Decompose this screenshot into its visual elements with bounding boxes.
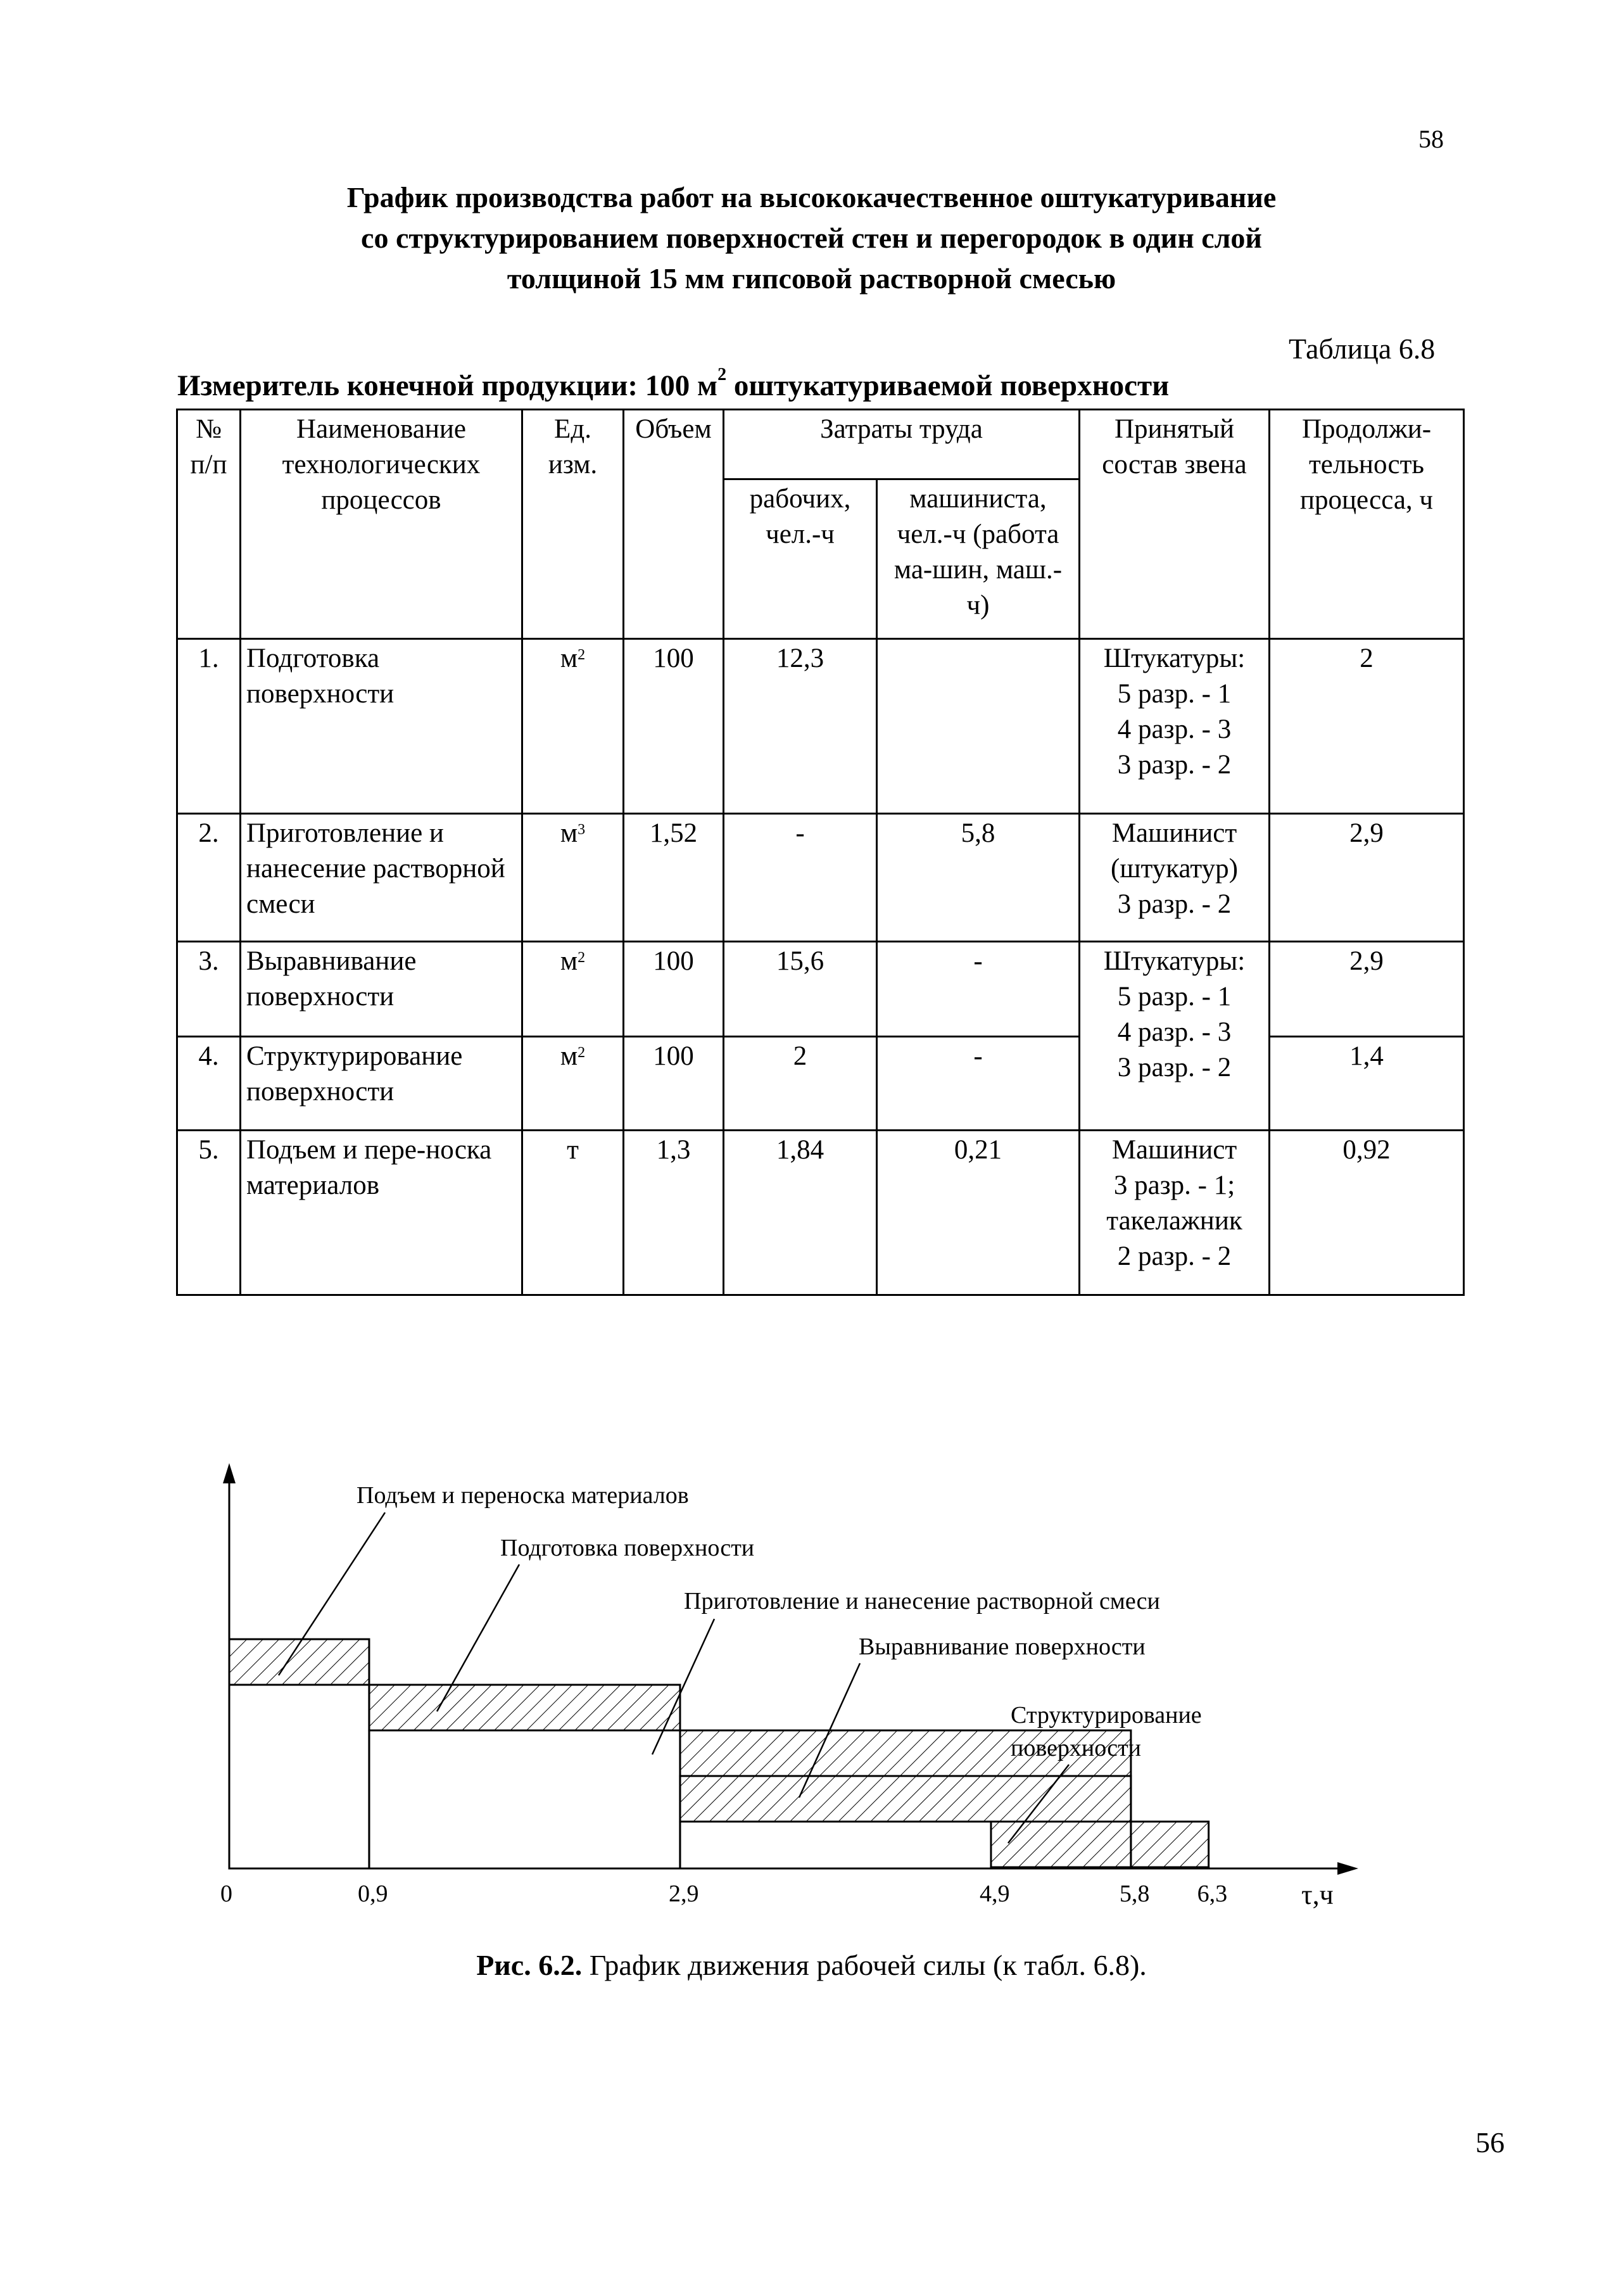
cell-name: Приготовление и нанесение растворной смеси <box>241 814 522 942</box>
cell-unit: $м^2$ <box>522 1037 624 1131</box>
cell-volume: 100 <box>624 1037 724 1131</box>
cell-unit: т <box>522 1131 624 1295</box>
bar-5 <box>991 1822 1209 1867</box>
header-unit: Ед. изм. <box>522 410 624 639</box>
cell-num: 5. <box>177 1131 241 1295</box>
page-number-bottom: 56 <box>1475 2126 1505 2159</box>
page-number-top: 58 <box>1418 125 1444 153</box>
title-line: со структурированием поверхностей стен и перегородок в один слой <box>361 222 1262 254</box>
cell-name: Подготовка поверхности <box>241 639 522 814</box>
cell-num: 2. <box>177 814 241 942</box>
cell-crew: Штукатуры: 5 разр. - 1 4 разр. - 3 3 разр. - 2 <box>1080 942 1270 1131</box>
header-crew: Принятый состав звена <box>1080 410 1270 639</box>
cell-volume: 100 <box>624 639 724 814</box>
cell-workers: 1,84 <box>724 1131 877 1295</box>
header-labor: Затраты труда <box>724 410 1080 479</box>
label-structuring-2: поверхности <box>1011 1735 1142 1761</box>
table-row <box>177 639 1464 814</box>
header-name: Наименование технологических процессов <box>241 410 522 639</box>
cell-workers: - <box>724 814 877 942</box>
measure-sup: 2 <box>717 365 727 384</box>
caption-text: График движения рабочей силы (к табл. 6.8). <box>582 1949 1147 1981</box>
cell-duration: 2,9 <box>1270 942 1464 1037</box>
bar-4 <box>680 1776 1131 1822</box>
bar-body-1 <box>229 1685 369 1868</box>
cell-workers: 2 <box>724 1037 877 1131</box>
cell-machinist: - <box>877 942 1080 1037</box>
cell-crew: Машинист 3 разр. - 1; такелажник 2 разр. - 2 <box>1080 1131 1270 1295</box>
cell-duration: 1,4 <box>1270 1037 1464 1131</box>
cell-duration: 0,92 <box>1270 1131 1464 1295</box>
cell-num: 1. <box>177 639 241 814</box>
bar-2 <box>369 1685 680 1730</box>
header-machinist: машиниста, чел.-ч (работа ма-шин, маш.-ч) <box>877 479 1080 639</box>
x-tick-label: 0,9 <box>357 1881 388 1907</box>
header-duration: Продолжи-тельность процесса, ч <box>1270 410 1464 639</box>
header-workers: рабочих, чел.-ч <box>724 479 877 639</box>
x-tick-label: 5,8 <box>1119 1881 1150 1907</box>
bar-1 <box>229 1639 369 1685</box>
cell-volume: 1,3 <box>624 1131 724 1295</box>
cell-name: Структурирование поверхности <box>241 1037 522 1131</box>
table-row <box>177 1131 1464 1295</box>
table-row <box>177 1037 1464 1131</box>
x-axis-label: τ,ч <box>1301 1879 1334 1910</box>
page-title <box>0 177 1623 299</box>
cell-num: 4. <box>177 1037 241 1131</box>
label-structuring-1: Структурирование <box>1011 1702 1202 1728</box>
cell-volume: 100 <box>624 942 724 1037</box>
title-line: График производства работ на высококачественное оштукатуривание <box>346 181 1277 213</box>
label-preparation: Подготовка поверхности <box>500 1535 755 1561</box>
measure-prefix: Измеритель конечной продукции: 100 м <box>177 369 718 402</box>
bar-body-2 <box>369 1730 680 1868</box>
x-tick-label: 6,3 <box>1197 1881 1228 1907</box>
cell-num: 3. <box>177 942 241 1037</box>
cell-unit: $м^2$ <box>522 942 624 1037</box>
x-tick-label: 0 <box>220 1881 232 1907</box>
table-row <box>177 942 1464 1037</box>
cell-crew: Машинист (штукатур) 3 разр. - 2 <box>1080 814 1270 942</box>
table-row <box>177 814 1464 942</box>
cell-machinist: 5,8 <box>877 814 1080 942</box>
label-lifting: Подъем и переноска материалов <box>357 1482 689 1509</box>
title-line: толщиной 15 мм гипсовой растворной смесью <box>507 262 1116 295</box>
cell-workers: 15,6 <box>724 942 877 1037</box>
figure-caption <box>0 1948 1623 1982</box>
cell-crew: Штукатуры: 5 разр. - 1 4 разр. - 3 3 разр. - 2 <box>1080 639 1270 814</box>
x-tick-label: 4,9 <box>979 1881 1010 1907</box>
header-volume: Объем <box>624 410 724 639</box>
cell-workers: 12,3 <box>724 639 877 814</box>
y-axis-arrow-icon <box>223 1463 236 1483</box>
cell-name: Подъем и пере-носка материалов <box>241 1131 522 1295</box>
label-leveling: Выравнивание поверхности <box>859 1633 1146 1660</box>
header-num: № п/п <box>177 410 241 639</box>
x-tick-label: 2,9 <box>668 1881 699 1907</box>
work-table <box>176 409 1465 1296</box>
cell-unit: $м^3$ <box>522 814 624 942</box>
cell-duration: 2 <box>1270 639 1464 814</box>
workforce-chart <box>0 1450 1623 1932</box>
table-label: Таблица 6.8 <box>1289 333 1436 365</box>
measure-suffix: оштукатуриваемой поверхности <box>726 369 1170 402</box>
cell-name: Выравнивание поверхности <box>241 942 522 1037</box>
cell-duration: 2,9 <box>1270 814 1464 942</box>
label-mortar: Приготовление и нанесение растворной смеси <box>684 1588 1160 1614</box>
x-axis-arrow-icon <box>1337 1862 1358 1875</box>
cell-unit: $м^2$ <box>522 639 624 814</box>
cell-machinist: - <box>877 1037 1080 1131</box>
caption-label: Рис. 6.2. <box>476 1949 583 1981</box>
cell-volume: 1,52 <box>624 814 724 942</box>
cell-machinist: 0,21 <box>877 1131 1080 1295</box>
cell-machinist <box>877 639 1080 814</box>
measure-line <box>177 365 1170 403</box>
